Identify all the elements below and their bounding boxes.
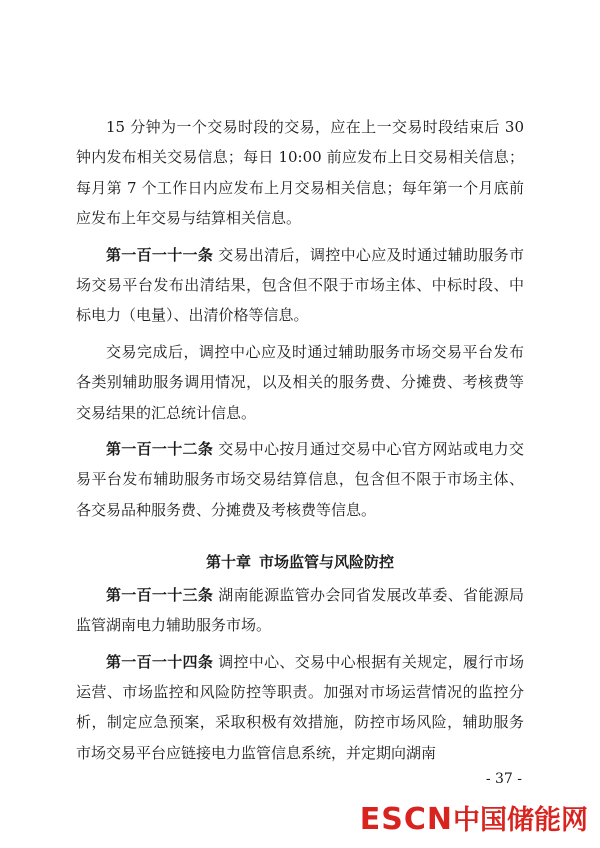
paragraph-trade-summary: 交易完成后，调控中心应及时通过辅助服务市场交易平台发布各类别辅助服务调用情况，以及相关的服务费、分摊费、考核费等交易结果的汇总统计信息。 (76, 342, 524, 422)
article-text: 湖南能源监管办会同省发展改革委、省能源局监管湖南电力辅助服务市场。 (76, 585, 524, 635)
logo-chinese: 中国储能网 (453, 805, 588, 836)
chapter-heading (76, 547, 524, 577)
article-112 (76, 434, 524, 525)
article-label: 第一百一十二条 (106, 440, 214, 459)
chapter-title: 市场监管与风险防控 (259, 553, 395, 572)
article-label: 第一百一十一条 (106, 245, 214, 264)
article-111 (76, 240, 524, 331)
article-label: 第一百一十三条 (106, 585, 214, 604)
article-113 (76, 580, 524, 641)
paragraph-continuation: 15 分钟为一个交易时段的交易，应在上一交易时段结束后 30 钟内发布相关交易信息；每日 10:00 前应发布上日交易相关信息；每月第 7 个工作日内应发布上月交易相关信息；每年第一个月底前应发布上年交易与结算相关信息。 (76, 118, 524, 228)
escn-logo-watermark (360, 798, 588, 837)
article-114 (76, 647, 524, 769)
chapter-number: 第十章 (205, 553, 251, 572)
article-text: 交易中心按月通过交易中心官方网站或电力交易平台发布辅助服务市场交易结算信息，包含但不限于市场主体、各交易品种服务费、分摊费及考核费等信息。 (76, 440, 524, 519)
document-body (76, 112, 524, 768)
article-label: 第一百一十四条 (106, 652, 214, 671)
logo-latin: ESCN (359, 802, 453, 837)
article-text: 调控中心、交易中心根据有关规定，履行市场运营、市场监控和风险防控等职责。加强对市场运营情况的监控分析，制定应急预案，采取积极有效措施，防控市场风险，辅助服务市场交易平台应链接电力监管信息系统，并定期向湖南 (76, 652, 524, 762)
article-text: 交易出清后，调控中心应及时通过辅助服务市场交易平台发布出清结果，包含但不限于市场主体、中标时段、中标电力（电量）、出清价格等信息。 (76, 245, 524, 325)
page-number: - 37 - (485, 771, 522, 787)
